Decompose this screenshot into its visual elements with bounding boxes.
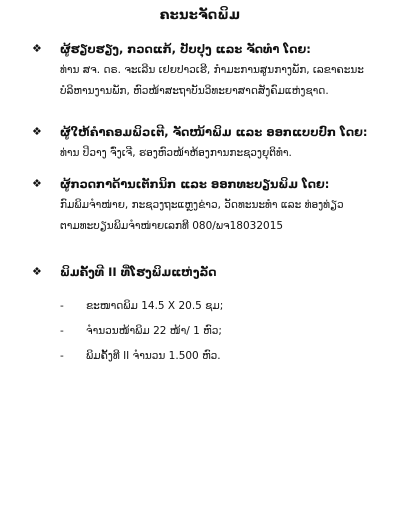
list-item-text: ຈຳນວນໜ້າພິມ 22 ໜ້າ/ 1 ຫົວ;	[86, 325, 222, 337]
list-item	[60, 348, 382, 364]
list-item-text: ພິມຄັ້ງທີ II ຈຳນວນ 1.500 ຫົວ.	[86, 350, 221, 362]
list-item	[60, 323, 382, 339]
section-heading	[32, 264, 382, 280]
list-item	[60, 298, 382, 314]
diamond-bullet-icon: ❖	[32, 265, 42, 278]
section-technical-review	[32, 176, 382, 237]
diamond-bullet-icon: ❖	[32, 125, 42, 138]
section-compilers	[32, 41, 382, 102]
section-heading-text: ພິມຄັ້ງທີ II ທີ່ໂຮງພິມແຫ່ງລັດ	[60, 265, 217, 279]
body-line: ທ່ານ ປິວາງ ຈົ່ງເຈີ, ຮອງຫົວໜ້າຫ້ອງການກະຊວງຍຸຕິທຳ.	[60, 147, 292, 159]
section-heading	[32, 124, 382, 140]
page-title: ຄະນະຈັດພິມ	[159, 8, 241, 23]
diamond-bullet-icon: ❖	[32, 42, 42, 55]
list-item-text: ຂະໜາດພິມ 14.5 X 20.5 ຊມ;	[86, 300, 224, 312]
section-heading-text: ຜູ້ໃຫ້ຄຳຄອມພິວເຕີ, ຈັດໜ້າພິມ ແລະ ອອກແບບປົກ ໂດຍ:	[60, 125, 368, 139]
section-heading	[32, 176, 382, 192]
dash-bullet: -	[60, 350, 64, 362]
section-heading	[32, 41, 382, 57]
body-line: ກົມພິມຈຳໜ່າຍ, ກະຊວງຖະແຫຼງຂ່າວ, ວັດທະນະທຳ ແລະ ທ່ອງທ່ຽວ	[60, 199, 344, 211]
section-printing	[32, 264, 382, 373]
dash-bullet: -	[60, 300, 64, 312]
section-heading-text: ຜູ້ຮຽບຮຽງ, ກວດແກ້, ປັບປຸງ ແລະ ຈັດທຳ ໂດຍ:	[60, 42, 311, 56]
diamond-bullet-icon: ❖	[32, 177, 42, 190]
body-line: ຕາມທະບຽນພິມຈຳໜ່າຍເລກທີ 080/ພຈ18032015	[60, 220, 284, 232]
body-line: ບໍລິຫານງານພັກ, ຫົວໜ້າສະຖາບັນວິທະຍາສາດສັງຄົມແຫ່ງຊາດ.	[60, 85, 329, 97]
section-heading-text: ຜູ້ກວດກາດ້ານເຕັກນິກ ແລະ ອອກທະບຽນພິມ ໂດຍ:	[60, 177, 330, 191]
section-typesetting	[32, 124, 382, 164]
dash-bullet: -	[60, 325, 64, 337]
body-line: ທ່ານ ສຈ. ດຣ. ຈະເລີນ ເຢຍປາວເຮີ, ກຳມະການສູນກາງພັກ, ເລຂາຄະນະ	[60, 64, 364, 76]
